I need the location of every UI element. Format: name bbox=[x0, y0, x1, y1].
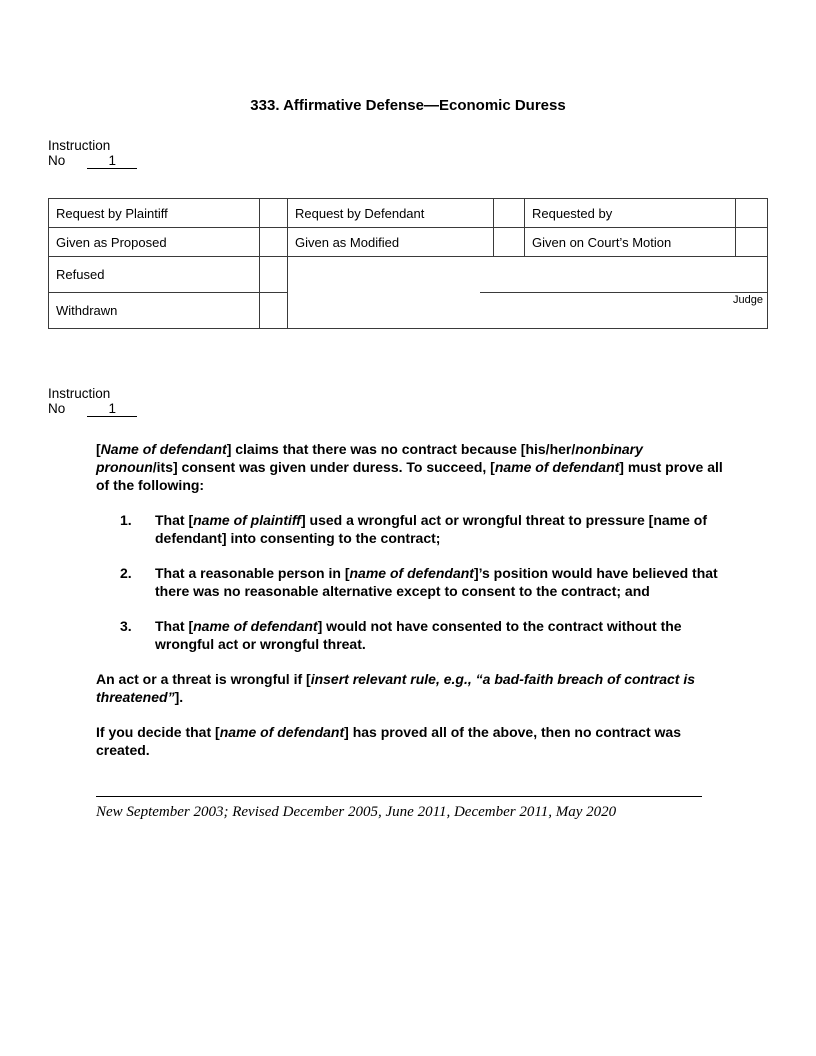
cell-given-on-courts-motion: Given on Court’s Motion bbox=[525, 228, 736, 257]
no-label: No bbox=[48, 401, 66, 416]
cell-request-by-defendant: Request by Defendant bbox=[288, 199, 494, 228]
judge-label: Judge bbox=[733, 294, 763, 306]
item-text: That [name of defendant] would not have consented to the contract without the wrongful act or wrongful threat. bbox=[155, 618, 682, 652]
judge-signature-block bbox=[480, 279, 767, 306]
numbered-item-1 bbox=[120, 511, 724, 547]
cell-request-by-plaintiff: Request by Plaintiff bbox=[49, 199, 260, 228]
checkbox-cell-refused bbox=[260, 257, 288, 293]
judge-signature-line bbox=[480, 279, 767, 293]
item-text: That a reasonable person in [name of defendant]’s position would have believed that there was no reasonable alternative except to consent to the contract; and bbox=[155, 565, 718, 599]
judge-signature-cell bbox=[288, 257, 768, 329]
table-row bbox=[49, 257, 768, 293]
checkbox-cell-requested-by bbox=[736, 199, 768, 228]
table-row bbox=[49, 199, 768, 228]
instruction-label: Instruction bbox=[48, 138, 111, 153]
item-number: 3. bbox=[120, 618, 132, 634]
checkbox-cell-withdrawn bbox=[260, 293, 288, 329]
instruction-number-row bbox=[48, 153, 768, 169]
cell-refused: Refused bbox=[49, 257, 260, 293]
item-number: 1. bbox=[120, 512, 132, 528]
cell-given-as-modified: Given as Modified bbox=[288, 228, 494, 257]
numbered-item-3 bbox=[120, 617, 724, 653]
revision-history: New September 2003; Revised December 2005, June 2011, December 2011, May 2020 bbox=[96, 804, 617, 820]
cell-withdrawn: Withdrawn bbox=[49, 293, 260, 329]
no-label: No bbox=[48, 153, 66, 168]
document-title: 333. Affirmative Defense—Economic Duress bbox=[250, 97, 566, 114]
checkbox-cell-given-on-courts-motion bbox=[736, 228, 768, 257]
numbered-item-2 bbox=[120, 564, 724, 600]
cell-given-as-proposed: Given as Proposed bbox=[49, 228, 260, 257]
body-paragraph-1: [Name of defendant] claims that there was no contract because [his/her/nonbinary pronoun/its] consent was given under duress. To succeed, [name of defendant] must prove all of the following: bbox=[96, 441, 723, 493]
body-paragraph-3: If you decide that [name of defendant] has proved all of the above, then no contract was created. bbox=[96, 724, 681, 758]
instruction-number-row bbox=[48, 401, 768, 417]
footer-divider-line bbox=[96, 796, 702, 797]
instruction-label: Instruction bbox=[48, 386, 111, 401]
checkbox-cell-given-as-proposed bbox=[260, 228, 288, 257]
item-text: That [name of plaintiff] used a wrongful act or wrongful threat to pressure [name of defendant] into consenting to the contract; bbox=[155, 512, 708, 546]
cell-requested-by: Requested by bbox=[525, 199, 736, 228]
checkbox-cell-given-as-modified bbox=[494, 228, 525, 257]
item-number: 2. bbox=[120, 565, 132, 581]
checkbox-cell-request-by-defendant bbox=[494, 199, 525, 228]
checkbox-cell-request-by-plaintiff bbox=[260, 199, 288, 228]
instruction-number-block-1 bbox=[48, 138, 768, 169]
request-status-table bbox=[48, 198, 768, 329]
instruction-number-value: 1 bbox=[87, 153, 137, 169]
body-paragraph-2: An act or a threat is wrongful if [insert relevant rule, e.g., “a bad-faith breach of contract is threatened”]. bbox=[96, 671, 696, 705]
instruction-number-block-2 bbox=[48, 386, 768, 417]
instruction-number-value: 1 bbox=[87, 401, 137, 417]
instruction-body bbox=[96, 440, 724, 759]
table-row bbox=[49, 228, 768, 257]
